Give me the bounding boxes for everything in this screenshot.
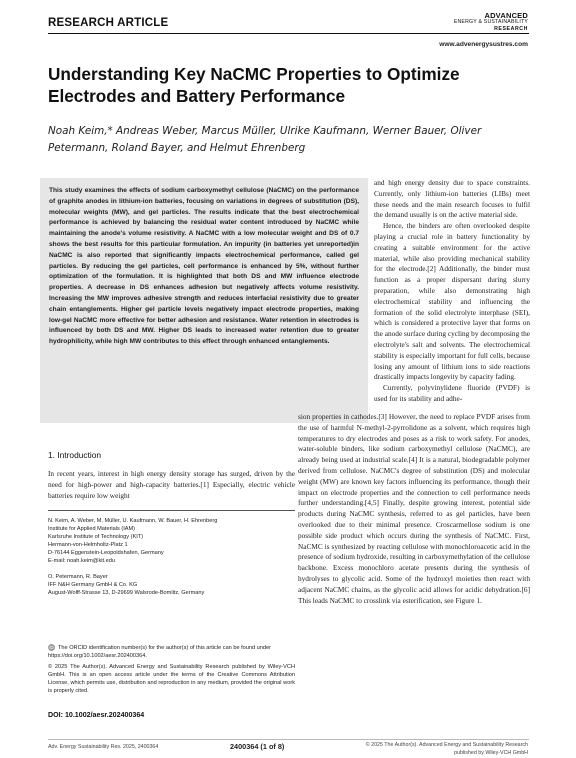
orcid-icon: iD — [49, 645, 54, 651]
author-list: Noah Keim,* Andreas Weber, Marcus Müller, Ulrike Kaufmann, Werner Bauer, Oliver Petermann, Roland Bayer, and Helmut Ehrenberg — [48, 125, 482, 154]
affiliation-line: Hermann-von-Helmholtz-Platz 1 — [48, 542, 128, 549]
affiliation-line: N. Keim, A. Weber, M. Müller, U. Kaufmann, W. Bauer, H. Ehrenberg — [48, 518, 218, 524]
article-title: Understanding Key NaCMC Properties to Optimize Electrodes and Battery Performance — [48, 64, 460, 106]
orcid-note — [48, 644, 295, 660]
wide-column-text: sion properties in cathodes.[3] However, the need to replace PVDF arises from the use of harmful N-methyl-2-pyrrolidone as a solvent, which requires high temperatures to dry electrodes and poses as a risk to work safety. For anodes, water-soluble binders, like sodium carboxymethyl cellulose (NaCMC), are already being used at industrial scale.[4] It is a natural, biodegradable polymer derived from cellulose. NaCMC's degree of substitution (DS) and molecular weight (MW) are known key factors influencing its performance, though their impact on electrode properties and the connection to cell performance needs further understanding.[4,5] Finally, despite growing interest, potential side products during NaCMC synthesis, referred to as gel particles, have been overlooked due to their minimal presence. Croscarmellose sodium is one possible side product which occurs during the synthesis of NaCMC. First, NaCMC is synthesized by reacting cellulose with monochloroacetic acid in the presence of sodium hydroxide, resulting in carboxymethylation of the cellulose backbone. Excess monochloro acetate presents during the synthesis of hydrolyses to glycolic acid. Some of the hydroxyl moieties then react with adjacent NaCMC chains, as the glycolic acid allows for acidic dehydration.[6] This leads NaCMC to crosslink via esterification, see Figure 1. — [298, 412, 530, 605]
journal-url-link[interactable]: www.advenergysustres.com — [439, 41, 528, 48]
page-number: 2400364 (1 of 8) — [230, 742, 285, 751]
footnote-divider — [48, 510, 295, 511]
logo-line-2: ENERGY & SUSTAINABILITY — [453, 19, 528, 25]
header-rule — [48, 33, 529, 34]
affiliation-line: D-76144 Eggenstein-Leopoldshafen, Germany — [48, 550, 164, 557]
affiliation-line: IFF N&H Germany GmbH & Co. KG — [48, 581, 138, 588]
article-type-label: RESEARCH ARTICLE — [48, 17, 169, 29]
paragraph: and high energy density due to space constraints. Currently, only lithium-ion batteries (LIBs) meet these needs and the main research focuses to fulfil the demand usually is on the active material side. — [374, 178, 530, 220]
doi-link[interactable]: DOI: 10.1002/aesr.202400364 — [48, 711, 145, 719]
footer-copyright-line: published by Wiley-VCH GmbH — [454, 749, 528, 756]
affiliation-line: Institute for Applied Materials (IAM) — [48, 526, 136, 533]
affiliations — [48, 517, 295, 597]
abstract-box: This study examines the effects of sodium carboxymethyl cellulose (NaCMC) on the performance of graphite anodes in lithium-ion batteries, focusing on variations in degrees of substitution (DS), molecular weights (MW), and gel particles. The results indicate that the best electrochemical performance is achieved by balancing the residual water content introduced by NaCMC while maintaining the anode's volume resistivity. A NaCMC with a low molecular weight and DS of 0.7 shows the best results for this particular formulation. An impurity (in batteries yet unreported)in NaCMC is also reported that significantly impacts electrochemical performance, called gel particles. By reducing the gel particles, cell performance is enhanced by 5%, without further optimization of the formulation. It is highlighted that both DS and MW influence electrode properties. A decrease in DS enhances adhesion but negatively affects volume resistivity. Increasing the MW improves adhesive strength and reduces interfacial resistivity due to greater chain entanglements. Higher gel particle levels negatively impact electrode properties, making low-gel NaCMC more effective for better adhesion and resistance. Water retention in electrodes is influenced by both DS and MW. Higher DS leads to increased water retention due to greater hydrophilicity, while high MW contributes to this effect through enhanced entanglements. — [40, 178, 368, 423]
section-heading: 1. Introduction — [48, 450, 102, 460]
email-link[interactable]: E-mail: noah.keim@kit.edu — [48, 558, 115, 565]
footer-citation: Adv. Energy Sustainability Res. 2025, 2400364 — [48, 744, 159, 750]
affiliation-line: Karlsruhe Institute of Technology (KIT) — [48, 534, 144, 541]
footer-copyright-line: © 2025 The Author(s). Advanced Energy and Sustainability Research — [365, 742, 528, 748]
intro-paragraph: In recent years, interest in high energy density storage has surged, driven by the need for high-power and high-capacity batteries.[1] Especially, electric vehicle batteries require low weight — [48, 469, 295, 500]
affiliation-line: O. Petermann, R. Bayer — [48, 573, 108, 580]
right-column-text — [374, 178, 530, 405]
footer-rule — [48, 739, 529, 740]
paragraph: Currently, polyvinylidene fluoride (PVDF) is used for its stability and adhe- — [374, 383, 530, 403]
paragraph: Hence, the binders are often overlooked despite playing a crucial role in battery functionality by creating a suitable environment for the active material, while also providing mechanical stability for the electrode.[2] Additionally, the binder must function as a proper dispersant during slurry preparation, while also demonstrating high electrochemical stability and influencing the formation of the solid electrolyte interphase (SEI), which is considered a protective layer that forms on the anode surface during cycling by decomposing the electrolyte's salt and solvents. The electrochemical stability is especially important for full cells, because losing any amount of lithium ions to side reactions drastically impacts longevity by capacity fading. — [374, 221, 530, 382]
footer-copyright — [366, 742, 528, 757]
affiliation-line: August-Wolff-Strasse 13, D-29699 Walsrode-Bomlitz, Germany — [48, 589, 205, 596]
license-text: © 2025 The Author(s). Advanced Energy and Sustainability Research published by Wiley-VCH GmbH. This is an open access article under the terms of the Creative Commons Attribution License, which permits use, distribution and reproduction in any medium, provided the original work is properly cited. — [48, 664, 295, 695]
orcid-text[interactable]: The ORCID identification number(s) for the author(s) of this article can be found under https://doi.org/10.1002/aesr.202400364. — [48, 645, 271, 660]
logo-line-1: ADVANCED — [484, 11, 528, 20]
logo-line-3: RESEARCH — [494, 26, 528, 32]
journal-logo — [454, 12, 528, 33]
